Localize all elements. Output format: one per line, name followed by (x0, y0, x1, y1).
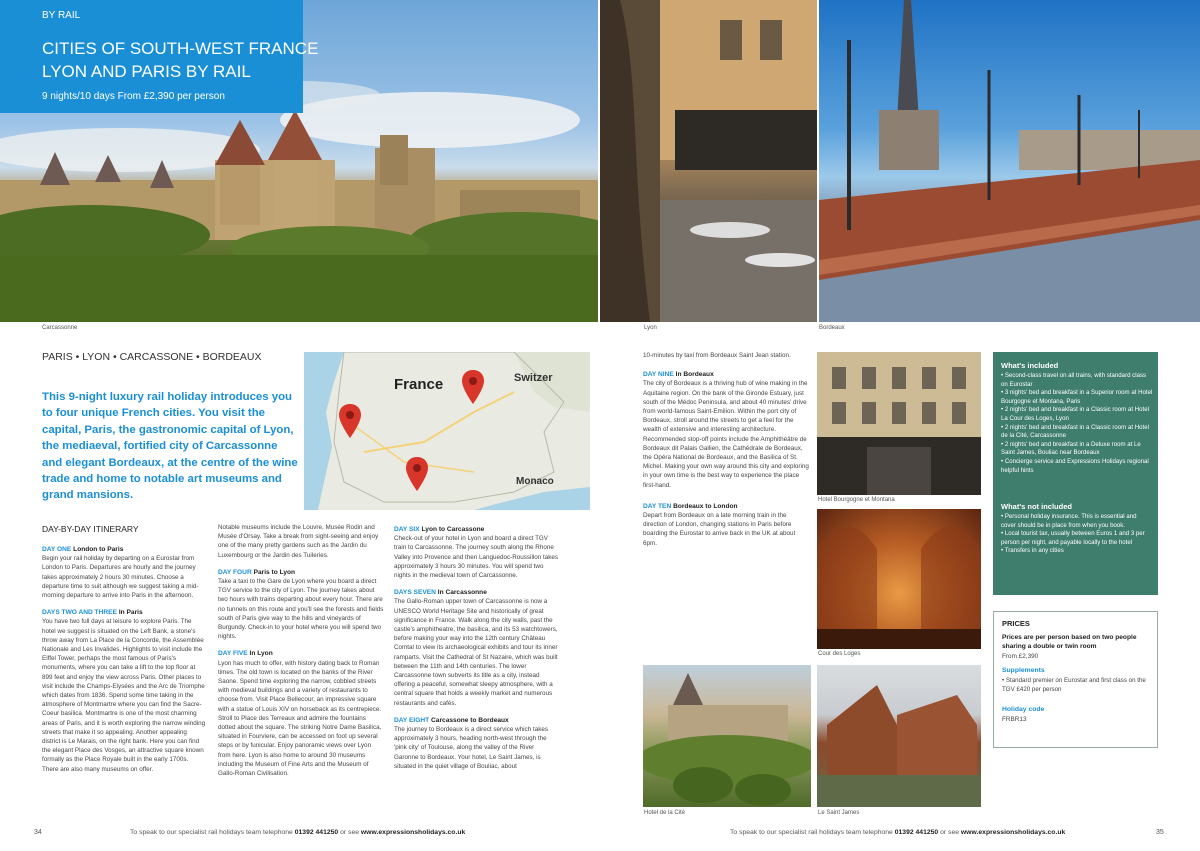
page-number-left: 34 (34, 829, 42, 836)
footer-left: To speak to our specialist rail holidays team telephone 01392 441250 or see www.expressionsholidays.co.uk (130, 829, 466, 836)
included-item: • 2 nights' bed and breakfast in a Classic room at Hotel La Cour des Loges, Lyon (1001, 406, 1149, 422)
hotel-bourgogne-photo (817, 352, 981, 495)
day-heading: DAY TEN Bordeaux to London (643, 502, 738, 510)
route-map (304, 352, 590, 510)
day-text: Begin your rail holiday by departing on a Eurostar from London to Paris. Departures are hourly and the journey takes approximately 2 hours 30 minutes. Choose a departure time to suit although we suggest taking a mid-morning departure to arrive into Paris in the afternoon. (42, 555, 199, 600)
caption-cour-des-loges: Cour des Loges (818, 651, 861, 657)
caption-saint-james: Le Saint James (818, 810, 860, 816)
itinerary-col-3 (394, 523, 560, 823)
not-included-item: • Local tourist tax, usually between Euros 1 and 3 per person per night, and payable locally to the hotel (1001, 530, 1145, 546)
day-heading: DAYS SEVEN In Carcassonne (394, 589, 487, 597)
caption-bordeaux: Bordeaux (819, 325, 845, 331)
map-pin-icon (462, 370, 484, 404)
website-link[interactable]: www.expressionsholidays.co.uk (360, 829, 466, 836)
page-subtitle: 9 nights/10 days From £2,390 per person (42, 91, 225, 102)
title-panel (0, 0, 319, 113)
day-heading: DAY FOUR Paris to Lyon (218, 568, 296, 576)
included-item: • Concierge service and Expressions Holidays regional helpful hints (1001, 457, 1149, 474)
lyon-photo (600, 0, 817, 322)
itinerary-col-1 (42, 543, 206, 823)
itinerary-col-2 (218, 523, 384, 823)
day-text: Depart from Bordeaux on a late morning train in the direction of London, changing stations in Paris before boarding the Eurostar to arrive back in the UK at about 6pm. (643, 512, 796, 547)
day-heading: DAY EIGHT Carcassone to Bordeaux (394, 716, 509, 724)
kicker: BY RAIL (42, 10, 81, 21)
bordeaux-photo (819, 0, 1200, 322)
included-item: • Second-class travel on all trains, with standard class on Eurostar (1001, 372, 1147, 388)
included-list (1001, 372, 1153, 475)
saint-james-illustration (817, 665, 981, 807)
route-title: PARIS • LYON • CARCASSONE • BORDEAUX (42, 351, 262, 363)
caption-hotel-cite: Hotel de la Cité (644, 810, 686, 816)
hotel-facade-illustration (817, 352, 981, 495)
map-label-monaco: Monaco (516, 476, 554, 487)
day-text: The Gallo-Roman upper town of Carcassonne is now a UNESCO World Heritage Site and historically of great significance in France. Walk along the city walls, past the castle's amphitheatre, the basilica, and its 53 watchtowers, before making your way into the 12th century Château Comtal to view its archaeological exhibits and tour its inner ramparts. Visit the Cathedral of St Nazaire, which was built between the 11th and 14th centuries. The lower Carcassonne town subverts its title as a city, instead offering a peaceful, somewhat sleepy atmosphere, with a central square that holds a weekly market and numerous restaurants and cafés. (394, 598, 558, 707)
day-text: Notable museums include the Louvre, Musée Rodin and Musée d'Orsay. Take a break from sight-seeing and enjoy one of the many pretty gardens such as the Jardin du Luxembourg or the Jardin des Tuileries. (218, 524, 379, 559)
map-label-switzerland: Switzer (514, 372, 553, 384)
supplements-text: • Standard premier on Eurostar and first class on the TGV £420 per person (1002, 677, 1146, 693)
hotel-cite-photo (643, 665, 811, 807)
prices-heading: PRICES (1002, 619, 1030, 628)
holiday-code: FRBR13 (1002, 716, 1027, 723)
day-text: Take a taxi to the Gare de Lyon where you board a direct TGV service to the city of Lyon. The journey takes about two hours with trains departing about every hour. There are no tunnels on this route and you'll see the forests and fields south of Paris give way to the hills and vineyards of Burgundy. Check-in to your hotel where you will spend two nights. (218, 578, 384, 641)
page-title-line-1: CITIES OF SOUTH-WEST FRANCE (42, 39, 319, 58)
day-heading: DAY NINE In Bordeaux (643, 371, 714, 379)
itinerary-heading: DAY-BY-DAY ITINERARY (42, 524, 139, 534)
prices-basis: Prices are per person based on two people sharing a double or twin room (1002, 634, 1137, 651)
day-text: The city of Bordeaux is a thriving hub of wine making in the Aquitaine region. On the bank of the Gironde Estuary, just south of the Médoc Peninsula, and about 40 minutes' drive from world-famous Saint-Emilion. Within the port city of Bordeaux, stroll around the streets to get a feel for the wealth of extensive and interesting architecture. Recommended stop-off points include the Amphithéâtre de Bordeaux dit Palais Gallien, the Cathédrale de Bordeaux, the Opéra National de Bordeaux, and the Basilica of St. Michel. Making your own way around this city and exploring in your own time is the best way to experience the place first-hand. (643, 380, 809, 489)
map-pin-icon (406, 457, 428, 491)
map-label-france: France (394, 376, 444, 393)
itinerary-col-4 (643, 351, 809, 581)
cour-des-loges-photo (817, 509, 981, 649)
bridge-illustration (819, 0, 1200, 322)
caption-lyon: Lyon (644, 325, 657, 331)
intro-text: This 9-night luxury rail holiday introduces you to four unique French cities. You visit the capital, Paris, the gastronomic capital of Lyon, the mediaeval, fortified city of Carcassonne and elegant Bordeaux, at the centre of the wine trade and home to notable art museums and grand mansions. (42, 391, 298, 502)
not-included-list (1001, 513, 1153, 556)
not-included-item: • Transfers in any cities (1001, 547, 1064, 555)
caption-carcassonne: Carcassonne (42, 325, 78, 331)
day-text: Check-out of your hotel in Lyon and board a direct TGV train to Carcassonne. The journey south along the Rhone Valley into Provence and then Languedoc-Roussillon takes approximately 3 hours 30 minutes. You will spend two nights in the medieval town of Carcassonne. (394, 535, 559, 580)
prices-box (993, 611, 1158, 748)
day-text: 10-minutes by taxi from Bordeaux Saint Jean station. (643, 352, 791, 359)
day-text: Lyon has much to offer, with history dating back to Roman times. The old town is located on the banks of the River Saone. Spend time exploring the narrow, cobbled streets with medieval buildings and a variety of restaurants to choose from. Visit Place Bellecour, an impressive square with a statue of Louis XIV on horseback as its centrepiece. Stroll to Place des Terreaux and admire the fountains dotted about the square. The striking Notre Dame Basilica, situated in Fourviere, can be accessed on foot up several steps or by funicular. Enjoy panoramic views over Lyon from here. Lyon is also home to around 30 museums including the Museum of Fine Arts and the Museum of Gallo-Roman Civilisation. (218, 659, 382, 778)
day-text: The journey to Bordeaux is a direct service which takes approximately 3 hours, heading north-west through the 'pink city' of Toulouse, along the valley of the River Garonne to Bordeaux. Your hotel, Le Saint James, is situated in the quiet village of Bouliac, about (394, 726, 548, 770)
not-included-heading: What's not included (1001, 502, 1072, 511)
saint-james-photo (817, 665, 981, 807)
page-title-line-2: LYON AND PARIS BY RAIL (42, 62, 251, 81)
caption-hotel-bourgogne: Hotel Bourgogne et Montana (818, 497, 895, 503)
map-pin-icon (339, 404, 361, 438)
day-heading: DAY ONE London to Paris (42, 546, 124, 553)
included-item: • 2 nights' bed and breakfast in a Classic room at Hotel de la Cité, Carcassonne (1001, 423, 1149, 440)
prices-from: From £2,390 (1002, 653, 1039, 660)
website-link[interactable]: www.expressionsholidays.co.uk (960, 829, 1066, 836)
cite-illustration (643, 665, 811, 807)
courtyard-illustration (817, 509, 981, 649)
cafe-illustration (600, 0, 817, 322)
day-heading: DAYS TWO AND THREE In Paris (42, 609, 143, 617)
included-item: • 2 nights' bed and breakfast in a Deluxe room at Le Saint James, Bouliac near Bordeaux (1001, 440, 1141, 457)
day-heading: DAY FIVE In Lyon (218, 650, 273, 658)
day-heading: DAY SIX Lyon to Carcassone (394, 526, 485, 533)
not-included-item: • Personal holiday insurance. This is essential and cover should be in place from when you book. (1001, 513, 1137, 529)
page-number-right: 35 (1156, 829, 1164, 836)
holiday-code-heading: Holiday code (1002, 706, 1045, 713)
included-heading: What's included (1001, 361, 1059, 370)
included-box (993, 352, 1158, 595)
day-text: You have two full days at leisure to explore Paris. The hotel we suggest is situated on the Left Bank, a stone's throw away from La Place de la Concorde, the Assemblée Nationale and Les Invalides. Highlights to visit include the Eiffel Tower, perhaps the most famous of Paris's monuments, where you can take a lift to the top floor at 899 feet and enjoy the view across Paris. Other places to visit include the Champs-Elysées and the Arc de Triomphe which dates from 1836. Spend some time taking in the atmosphere of Montmartre where you can find the Sacre-Coeur basilica. Montmartre is one of the most charming areas of Paris, and it is worth exploring the narrow winding streets that make it so appealing. Another appealing district is Le Marais, on the right bank. Here you can find the elegant Place des Vosges, an attractive square known formally as the Place Royale built in the early 1700s. There are also many museums on offer. (42, 618, 206, 773)
included-item: • 3 nights' bed and breakfast in a Superior room at Hotel Bourgogne et Montana, Paris (1001, 389, 1153, 405)
supplements-heading: Supplements (1002, 667, 1045, 674)
footer-right: To speak to our specialist rail holidays team telephone 01392 441250 or see www.expressionsholidays.co.uk (730, 829, 1066, 836)
